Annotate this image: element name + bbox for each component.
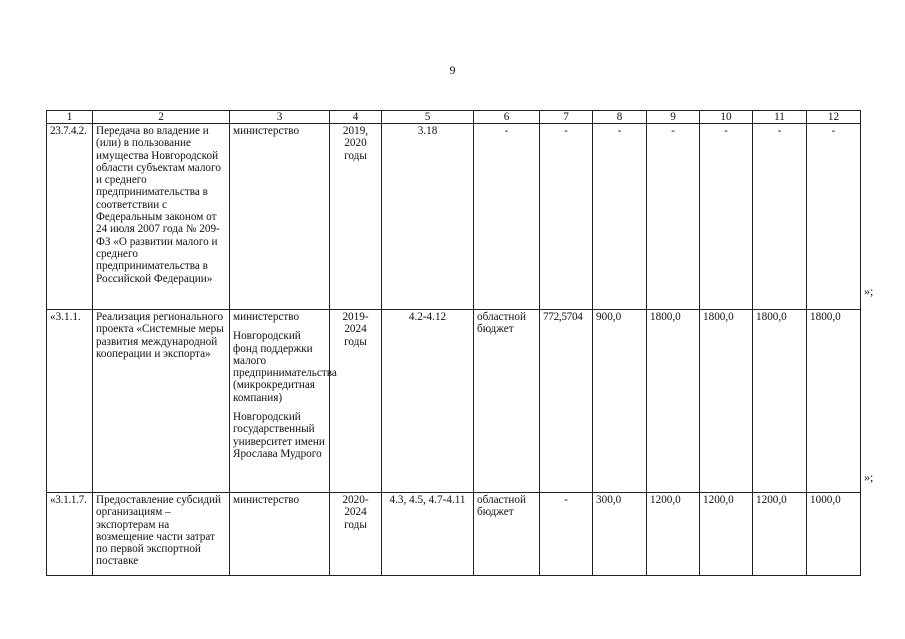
executor-cell — [230, 310, 337, 493]
executor: министерство — [233, 494, 300, 506]
page-number: 9 — [449, 63, 456, 77]
value-col7: - — [540, 493, 593, 576]
period: 2019-2024 годы — [330, 310, 382, 493]
indicators: 4.2-4.12 — [382, 310, 474, 493]
value-col9: - — [647, 124, 700, 310]
table-row — [47, 310, 861, 493]
measure-name: Предоставление субсидий организациям – экспортерам на возмещение части затрат по первой экспортной поставке — [93, 493, 230, 576]
value-col8: 900,0 — [593, 310, 647, 493]
value-col11: 1200,0 — [753, 493, 807, 576]
value-col7: - — [540, 124, 593, 310]
closing-quote-mark: »; — [864, 470, 874, 484]
header-cell: 10 — [700, 111, 753, 124]
header-cell: 9 — [647, 111, 700, 124]
value-col8: 300,0 — [593, 493, 647, 576]
header-cell: 6 — [474, 111, 540, 124]
executor: министерство — [233, 311, 300, 323]
measure-name: Передача во владение и (или) в пользование имущества Новгородской области субъектам малого и среднего предпринимательства в соответствии с Федеральным законом от 24 июля 2007 года № 209-ФЗ «О развитии малого и среднего предпринимательства в Российской Федерации» — [93, 124, 230, 310]
row-number: «3.1.1.7. — [47, 493, 93, 576]
closing-quote-mark: »; — [864, 284, 874, 298]
value-col12: 1800,0 — [807, 310, 861, 493]
value-col9: 1200,0 — [647, 493, 700, 576]
period: 2020-2024 годы — [330, 493, 382, 576]
value-col8: - — [593, 124, 647, 310]
header-cell: 4 — [330, 111, 382, 124]
header-row — [47, 111, 861, 124]
executor-cell — [230, 124, 330, 310]
indicators: 4.3, 4.5, 4.7-4.11 — [382, 493, 474, 576]
value-col9: 1800,0 — [647, 310, 700, 493]
value-col10: - — [700, 124, 753, 310]
value-col10: 1800,0 — [700, 310, 753, 493]
row-number: 23.7.4.2. — [47, 124, 93, 310]
period: 2019, 2020 годы — [330, 124, 382, 310]
header-cell: 8 — [593, 111, 647, 124]
header-cell: 7 — [540, 111, 593, 124]
funding-source: - — [474, 124, 540, 310]
value-col11: 1800,0 — [753, 310, 807, 493]
program-table — [46, 110, 861, 576]
value-col12: 1000,0 — [807, 493, 861, 576]
funding-source: областной бюджет — [474, 310, 540, 493]
value-col12: - — [807, 124, 861, 310]
header-cell: 2 — [93, 111, 230, 124]
measure-name: Реализация регионального проекта «Системные меры развития международной кооперации и экспорта» — [93, 310, 230, 493]
table-row — [47, 493, 861, 576]
indicators: 3.18 — [382, 124, 474, 310]
value-col7: 772,5704 — [540, 310, 593, 493]
table-row — [47, 124, 861, 310]
header-cell: 3 — [230, 111, 330, 124]
value-col10: 1200,0 — [700, 493, 753, 576]
executor-cell — [230, 493, 330, 576]
executor: министерство — [233, 125, 300, 137]
row-number: «3.1.1. — [47, 310, 93, 493]
executor: Новгородский фонд поддержки малого предпринимательства (микрокредитная компания) — [233, 330, 337, 404]
header-cell: 11 — [753, 111, 807, 124]
funding-source: областной бюджет — [474, 493, 540, 576]
header-cell: 5 — [382, 111, 474, 124]
header-cell: 1 — [47, 111, 93, 124]
value-col11: - — [753, 124, 807, 310]
executor: Новгородский государственный университет имени Ярослава Мудрого — [233, 411, 325, 460]
header-cell: 12 — [807, 111, 861, 124]
